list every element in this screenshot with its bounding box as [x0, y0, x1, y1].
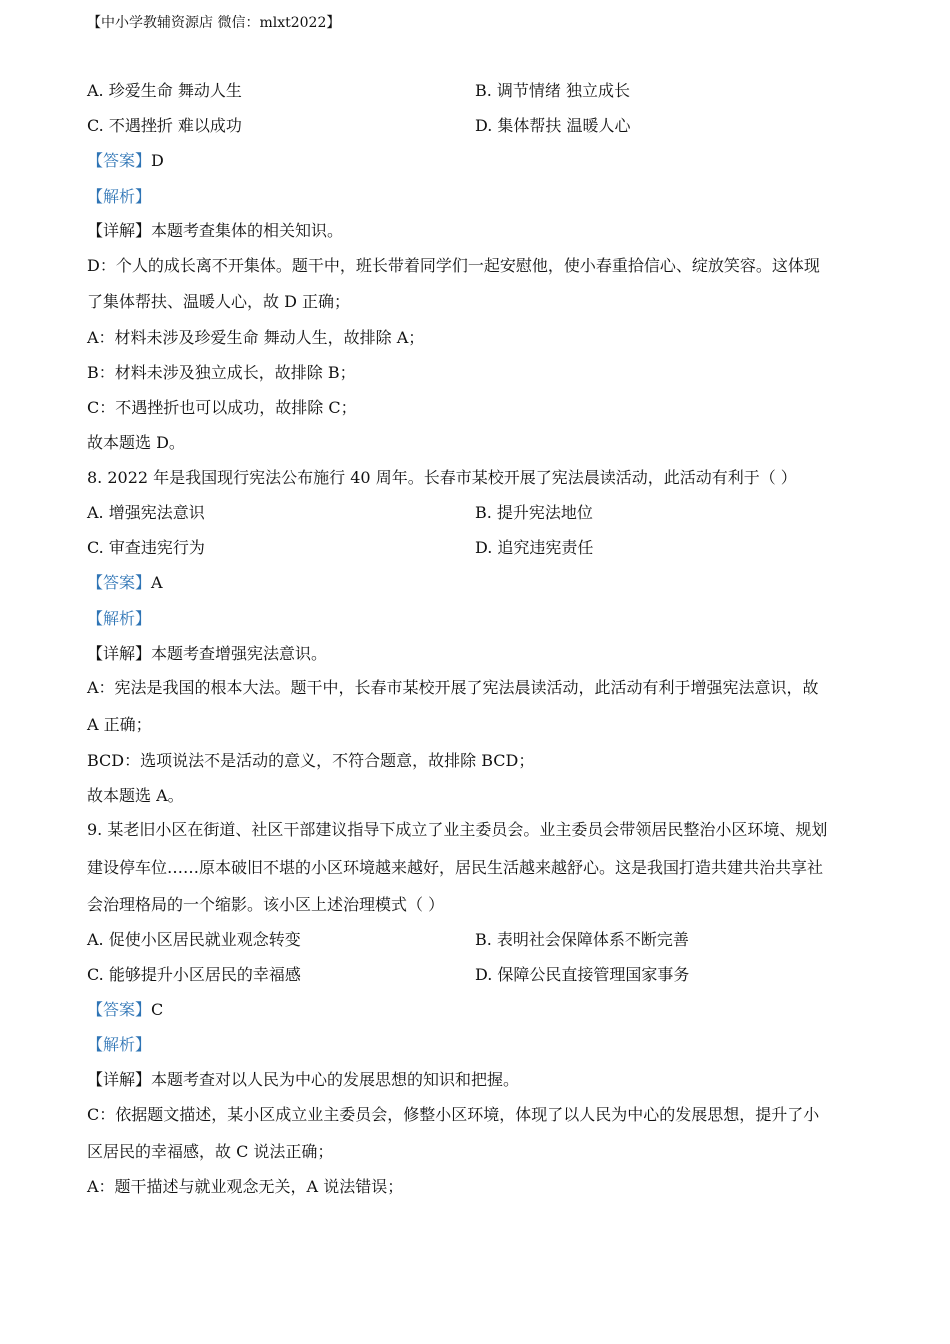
q7-option-c: C. 不遇挫折 难以成功 [87, 116, 242, 135]
q9-analysis-label: 【解析】 [87, 1035, 152, 1054]
q8-option-d: D. 追究违宪责任 [475, 538, 594, 557]
q8-explain-a-1: A：宪法是我国的根本大法。题干中，长春市某校开展了宪法晨读活动，此活动有利于增强宪法意识，故 [87, 678, 819, 697]
q9-stem-1: 9. 某老旧小区在街道、社区干部建议指导下成立了业主委员会。业主委员会带领居民整治小区环境、规划 [87, 820, 828, 839]
q9-stem-2: 建设停车位……原本破旧不堪的小区环境越来越好，居民生活越来越舒心。这是我国打造共建共治共享社 [87, 858, 824, 877]
answer-label: 【答案】 [87, 573, 152, 592]
q7-explain-d-2: 了集体帮扶、温暖人心，故 D 正确； [87, 292, 351, 311]
q9-detail: 【详解】本题考查对以人民为中心的发展思想的知识和把握。 [87, 1070, 520, 1089]
q7-detail: 【详解】本题考查集体的相关知识。 [87, 221, 344, 240]
q7-explain-a: A：材料未涉及珍爱生命 舞动人生，故排除 A； [87, 328, 425, 347]
q8-analysis-label: 【解析】 [87, 609, 152, 628]
page-header: 【中小学教辅资源店 微信：mlxt2022】 [87, 15, 341, 31]
answer-label: 【答案】 [87, 1000, 152, 1019]
q9-answer [87, 1000, 163, 1020]
q9-stem-3: 会治理格局的一个缩影。该小区上述治理模式（ ） [87, 895, 445, 914]
q8-answer-value: A [151, 573, 163, 592]
q8-conclusion: 故本题选 A。 [87, 786, 184, 805]
q8-stem: 8. 2022 年是我国现行宪法公布施行 40 周年。长春市某校开展了宪法晨读活动，此活动有利于（ ） [87, 468, 797, 487]
q9-explain-c-1: C：依据题文描述，某小区成立业主委员会，修整小区环境，体现了以人民为中心的发展思想，提升了小 [87, 1105, 820, 1124]
q9-option-c: C. 能够提升小区居民的幸福感 [87, 965, 301, 984]
q8-option-c: C. 审查违宪行为 [87, 538, 205, 557]
q9-option-a: A. 促使小区居民就业观念转变 [87, 930, 301, 949]
q8-answer [87, 573, 163, 593]
q8-explain-a-2: A 正确； [87, 715, 152, 734]
q7-conclusion: 故本题选 D。 [87, 433, 185, 452]
q9-explain-a: A：题干描述与就业观念无关，A 说法错误； [87, 1177, 404, 1196]
answer-label: 【答案】 [87, 151, 152, 170]
q8-option-b: B. 提升宪法地位 [475, 503, 593, 522]
q7-explain-d-1: D：个人的成长离不开集体。题干中，班长带着同学们一起安慰他，使小春重拾信心、绽放笑容。这体现 [87, 256, 820, 275]
q9-answer-value: C [151, 1000, 164, 1019]
q8-option-a: A. 增强宪法意识 [87, 503, 205, 522]
q7-option-a: A. 珍爱生命 舞动人生 [87, 81, 242, 100]
q7-analysis-label: 【解析】 [87, 187, 152, 206]
q9-explain-c-2: 区居民的幸福感，故 C 说法正确； [87, 1142, 334, 1161]
q7-option-b: B. 调节情绪 独立成长 [475, 81, 631, 100]
q8-explain-bcd: BCD：选项说法不是活动的意义，不符合题意，故排除 BCD； [87, 751, 535, 770]
q7-answer [87, 151, 164, 171]
q9-option-d: D. 保障公民直接管理国家事务 [475, 965, 690, 984]
q9-option-b: B. 表明社会保障体系不断完善 [475, 930, 689, 949]
q7-explain-b: B：材料未涉及独立成长，故排除 B； [87, 363, 356, 382]
q7-answer-value: D [151, 151, 164, 170]
q7-option-d: D. 集体帮扶 温暖人心 [475, 116, 631, 135]
q7-explain-c: C：不遇挫折也可以成功，故排除 C； [87, 398, 357, 417]
q8-detail: 【详解】本题考查增强宪法意识。 [87, 644, 328, 663]
